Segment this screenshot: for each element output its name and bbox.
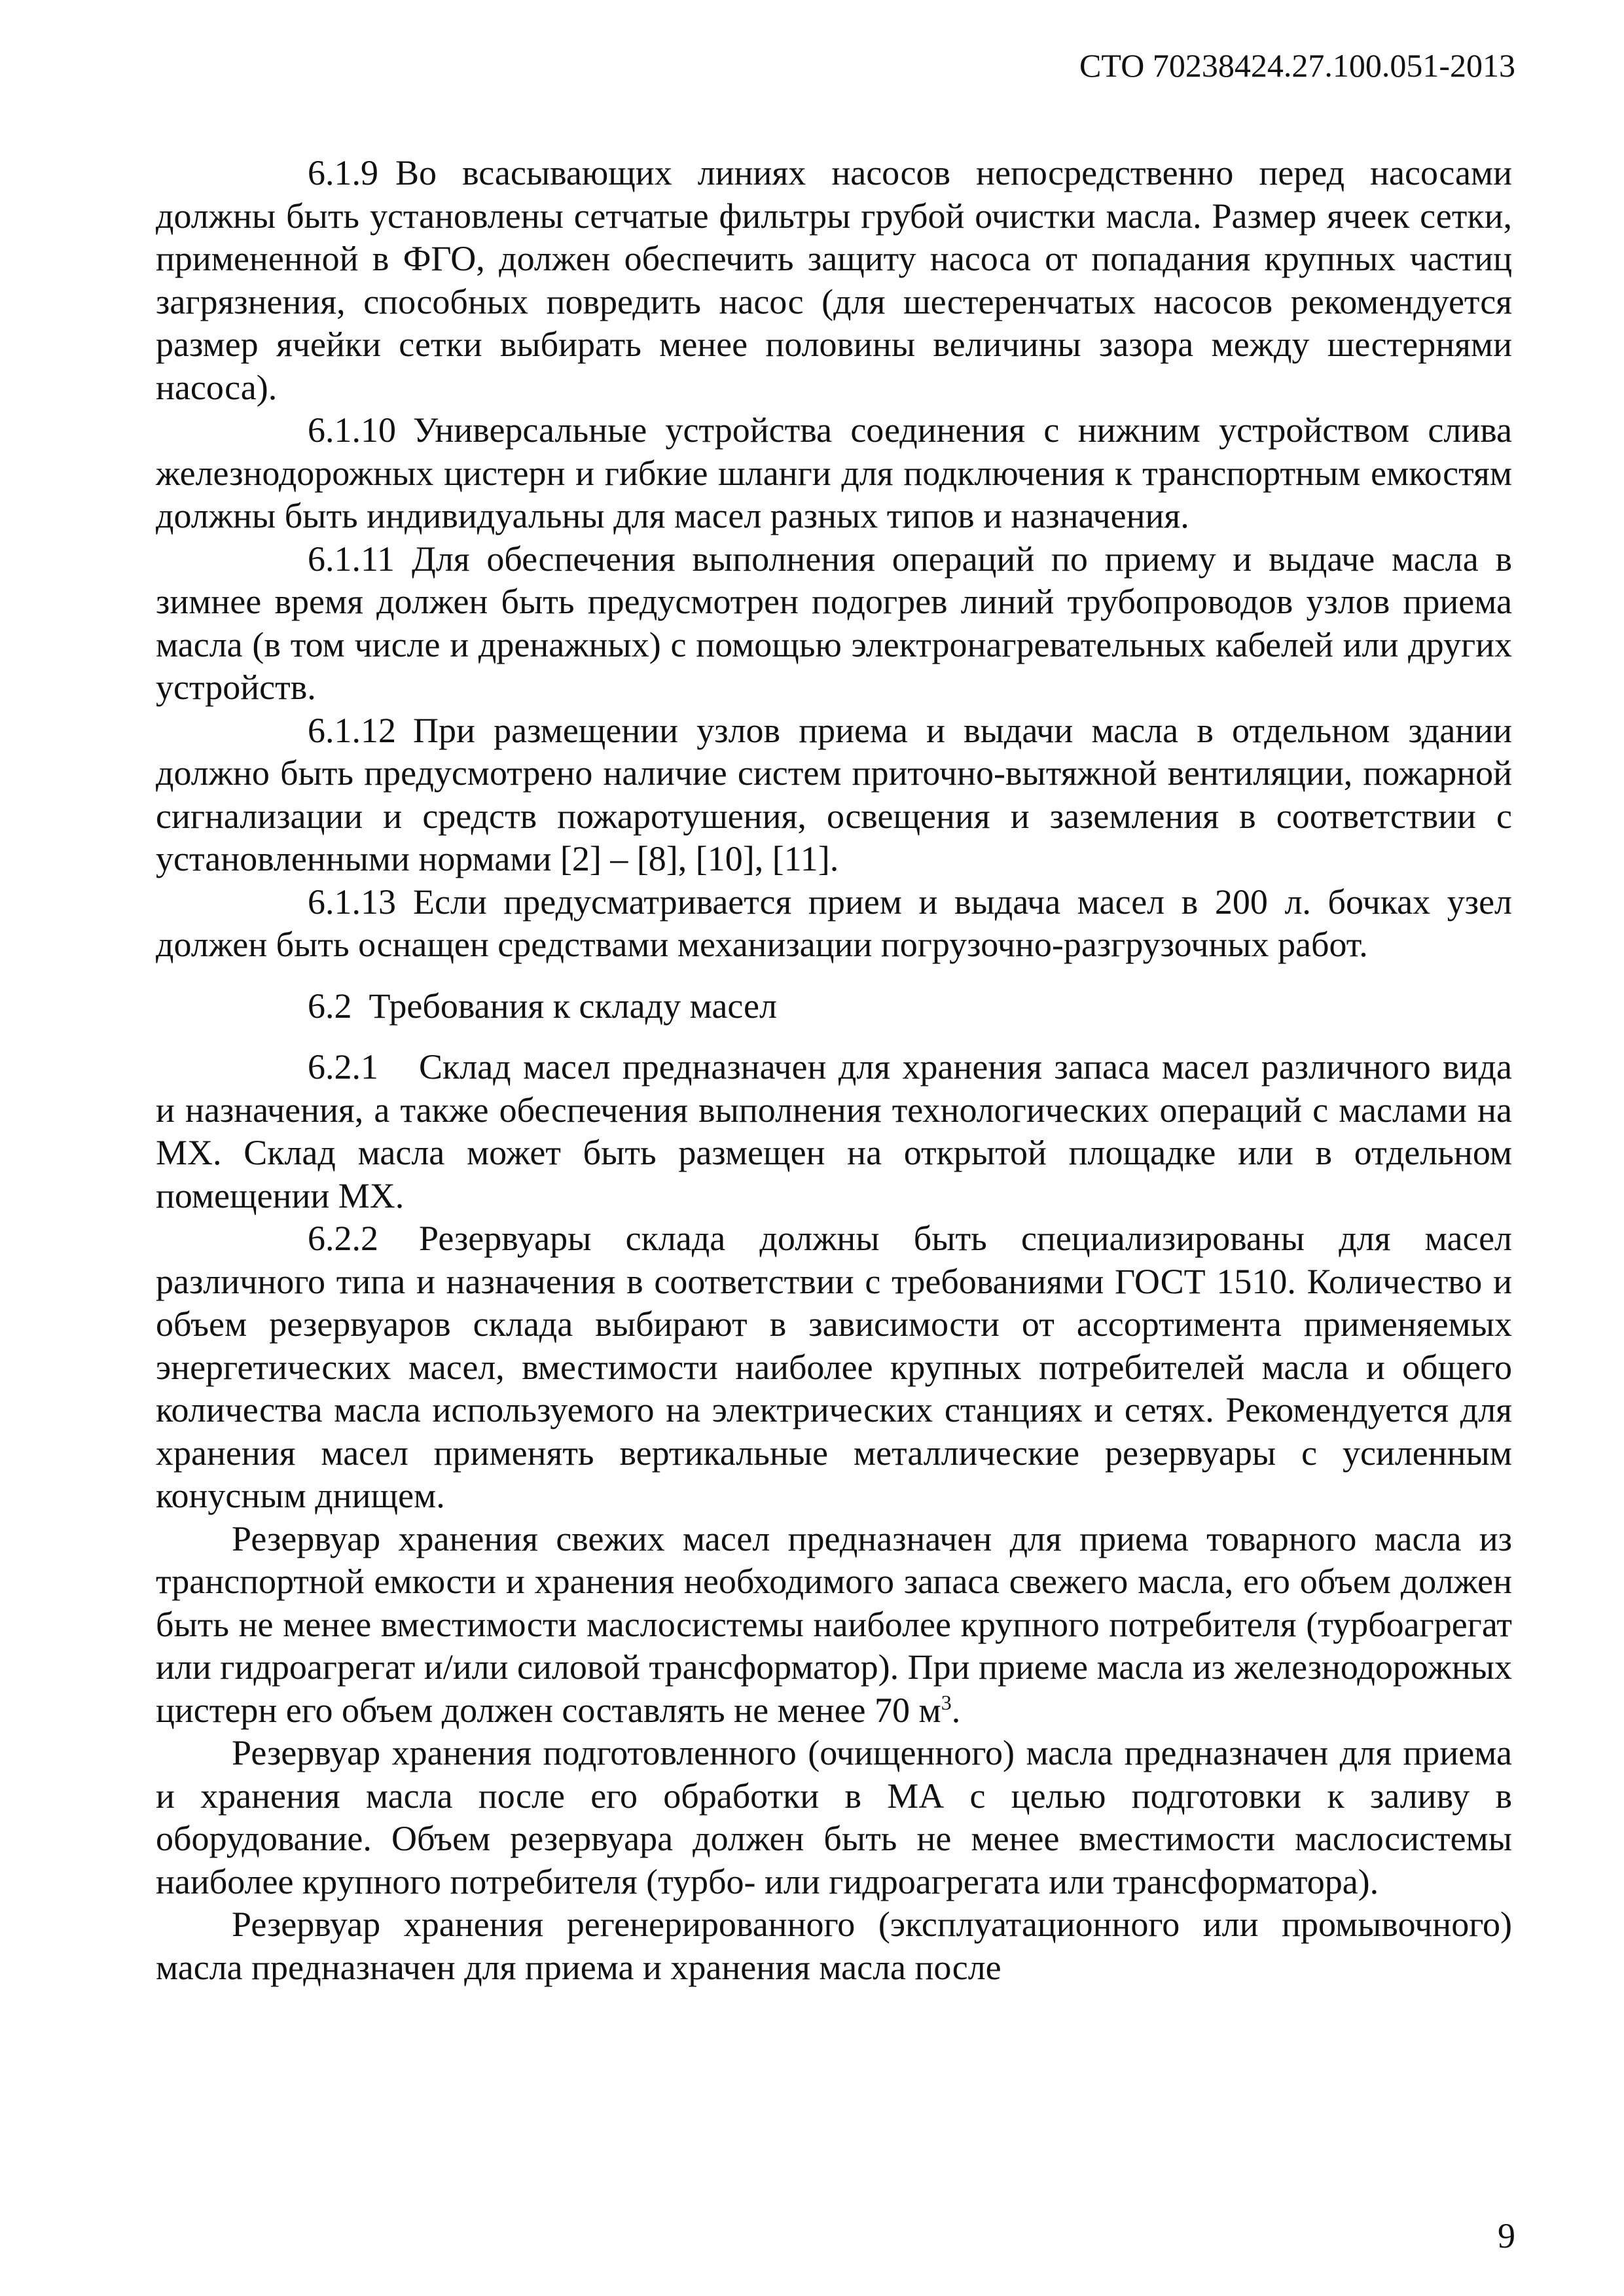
clause-number: 6.1.9 <box>308 153 378 192</box>
paragraph-text: Резервуар хранения свежих масел предназначен для приема товарного масла из транспортной емкости и хранения необходимого запаса свежего масла, его объем должен быть не менее вместимости маслосистемы наиболее крупного потребителя (турбоагрегат или гидроагрегат и/или силовой трансформатор). При приеме масла из железнодорожных цистерн его объем должен составлять не менее 70 м <box>156 1518 1512 1730</box>
paragraph-prepared-oil-tank <box>156 1732 1512 1903</box>
clause-number: 6.1.11 <box>308 539 395 579</box>
paragraph-6-2-2 <box>156 1217 1512 1518</box>
document-code: СТО 70238424.27.100.051-2013 <box>1079 47 1515 84</box>
section-number: 6.2 <box>308 986 352 1026</box>
paragraph-6-1-11 <box>156 538 1512 709</box>
clause-number: 6.2.1 <box>308 1047 378 1086</box>
clause-text: Резервуары склада должны быть специализированы для масел различного типа и назначения в соответствии с требованиями ГОСТ 1510. Количество и объем резервуаров склада выбирают в зависимости от ассортимента применяемых энергетических масел, вместимости наиболее крупных потребителей масла и общего количества масла используемого на электрических станциях и сетях. Рекомендуется для хранения масел применять вертикальные металлические резервуары с усиленным конусным днищем. <box>156 1219 1512 1515</box>
clause-number: 6.1.13 <box>308 882 396 922</box>
clause-text: Если предусматривается прием и выдача масел в 200 л. бочках узел должен быть оснащен средствами механизации погрузочно-разгрузочных работ. <box>156 882 1512 964</box>
body-text <box>156 152 1512 1989</box>
paragraph-6-1-13 <box>156 881 1512 967</box>
clause-text: Во всасывающих линиях насосов непосредственно перед насосами должны быть установлены сетчатые фильтры грубой очистки масла. Размер ячеек сетки, примененной в ФГО, должен обеспечить защиту насоса от попадания крупных частиц загрязнения, способных повредить насос (для шестеренчатых насосов рекомендуется размер ячейки сетки выбирать менее половины величины зазора между шестернями насоса). <box>156 153 1512 407</box>
paragraph-text: Резервуар хранения регенерированного (эксплуатационного или промывочного) масла предназначен для приема и хранения масла после <box>156 1905 1512 1987</box>
clause-text: Для обеспечения выполнения операций по приему и выдаче масла в зимнее время должен быть предусмотрен подогрев линий трубопроводов узлов приема масла (в том числе и дренажных) с помощью электронагревательных кабелей или других устройств. <box>156 539 1512 707</box>
paragraph-fresh-oil-tank <box>156 1518 1512 1732</box>
superscript-cubic: 3 <box>941 1690 952 1714</box>
clause-text: Универсальные устройства соединения с нижним устройством слива железнодорожных цистерн и гибкие шланги для подключения к транспортным емкостям должны быть индивидуальны для масел разных типов и назначения. <box>156 410 1512 535</box>
paragraph-text: Резервуар хранения подготовленного (очищенного) масла предназначен для приема и хранения масла после его обработки в МА с целью подготовки к заливу в оборудование. Объем резервуара должен быть не менее вместимости маслосистемы наиболее крупного потребителя (турбо- или гидроагрегата или трансформатора). <box>156 1733 1512 1901</box>
page-number: 9 <box>1498 2216 1515 2255</box>
paragraph-tail: . <box>951 1690 961 1730</box>
clause-number: 6.1.10 <box>308 410 396 450</box>
paragraph-6-2-1 <box>156 1046 1512 1217</box>
section-title: Требования к складу масел <box>369 986 777 1026</box>
clause-text: При размещении узлов приема и выдачи масла в отдельном здании должно быть предусмотрено наличие систем приточно-вытяжной вентиляции, пожарной сигнализации и средств пожаротушения, освещения и заземления в соответствии с установленными нормами [2] – [8], [10], [11]. <box>156 710 1512 878</box>
section-heading-6-2 <box>156 985 1512 1028</box>
paragraph-regenerated-oil-tank <box>156 1903 1512 1989</box>
clause-text: Склад масел предназначен для хранения запаса масел различного вида и назначения, а также обеспечения выполнения технологических операций с маслами на МХ. Склад масла может быть размещен на открытой площадке или в отдельном помещении МХ. <box>156 1047 1512 1215</box>
paragraph-6-1-9 <box>156 152 1512 409</box>
paragraph-6-1-12 <box>156 709 1512 881</box>
paragraph-6-1-10 <box>156 409 1512 538</box>
clause-number: 6.1.12 <box>308 710 396 750</box>
clause-number: 6.2.2 <box>308 1219 378 1258</box>
